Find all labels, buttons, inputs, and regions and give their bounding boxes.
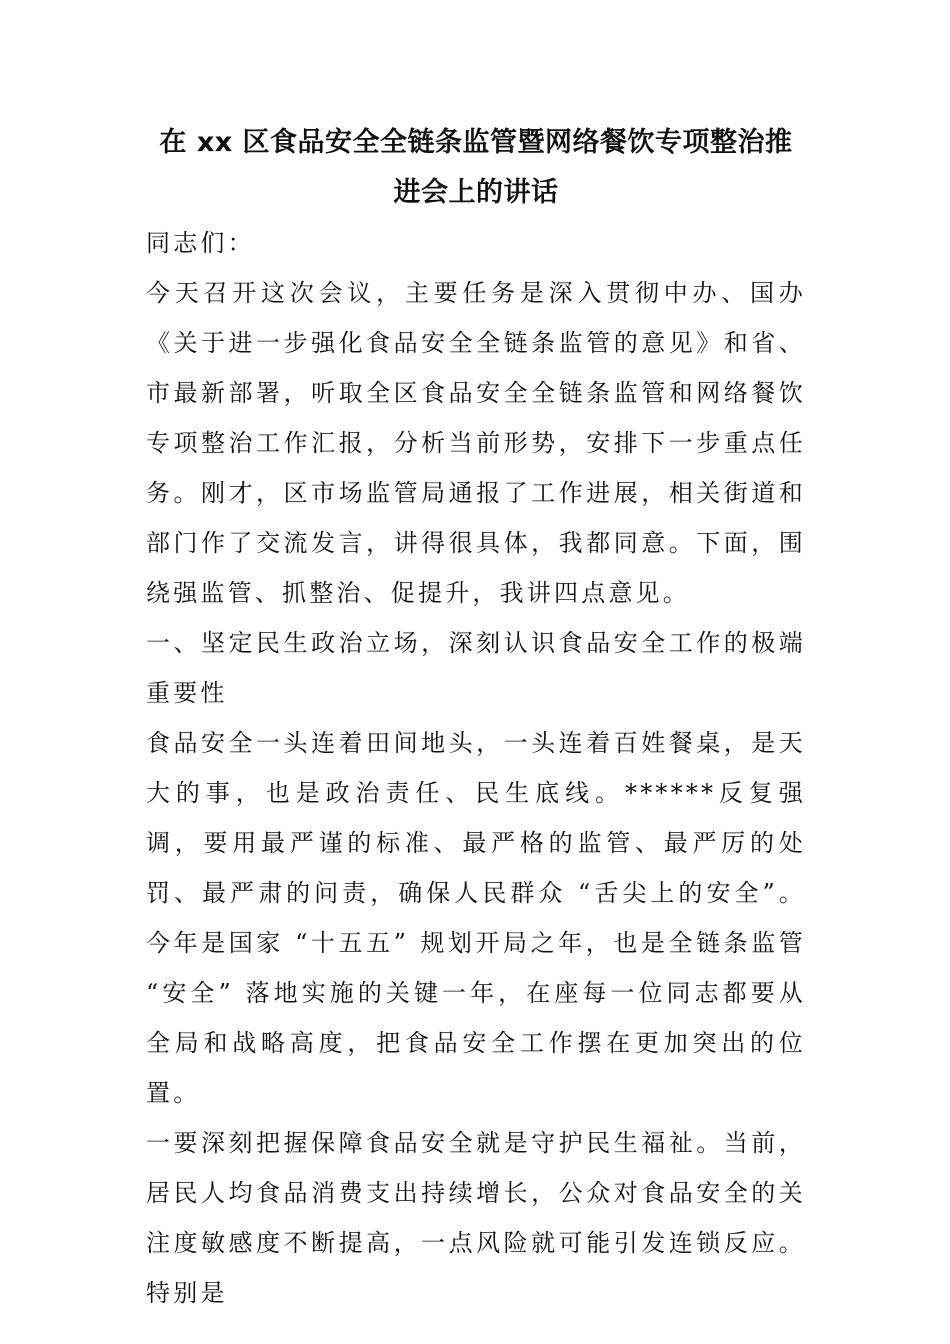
document-title: [146, 118, 806, 218]
paragraph-intro: 今天召开这次会议，主要任务是深入贯彻中办、国办《关于进一步强化食品安全全链条监管的意见》和省、市最新部署，听取全区食品安全全链条监管和网络餐饮专项整治工作汇报，分析当前形势，安排下一步重点任务。刚才，区市场监管局通报了工作进展，相关街道和部门作了交流发言，讲得很具体，我都同意。下面，围绕强监管、抓整治、促提升，我讲四点意见。: [146, 279, 806, 607]
section-heading-1: 一、坚定民生政治立场，深刻认识食品安全工作的极端重要性: [146, 629, 806, 707]
document-body: [146, 118, 806, 1318]
title-line-1: 在 xx 区食品安全全链条监管暨网络餐饮专项整治推: [159, 127, 793, 158]
paragraph-food-safety: 食品安全一头连着田间地头，一头连着百姓餐桌，是天大的事，也是政治责任、民生底线。******反复强调，要用最严谨的标准、最严格的监管、最严厉的处罚、最严肃的问责，确保人民群众 “舌尖上的安全”。今年是国家 “十五五” 规划开局之年，也是全链条监管 “安全” 落地实施的关键一年，在座每一位同志都要从全局和战略高度，把食品安全工作摆在更加突出的位置。: [146, 729, 806, 1107]
paragraph-first-point: 一要深刻把握保障食品安全就是守护民生福祉。当前，居民人均食品消费支出持续增长，公众对食品安全的关注度敏感度不断提高，一点风险就可能引发连锁反应。特别是: [146, 1129, 806, 1307]
title-line-2: 进会上的讲话: [393, 177, 559, 208]
salutation: 同志们：: [146, 229, 255, 257]
